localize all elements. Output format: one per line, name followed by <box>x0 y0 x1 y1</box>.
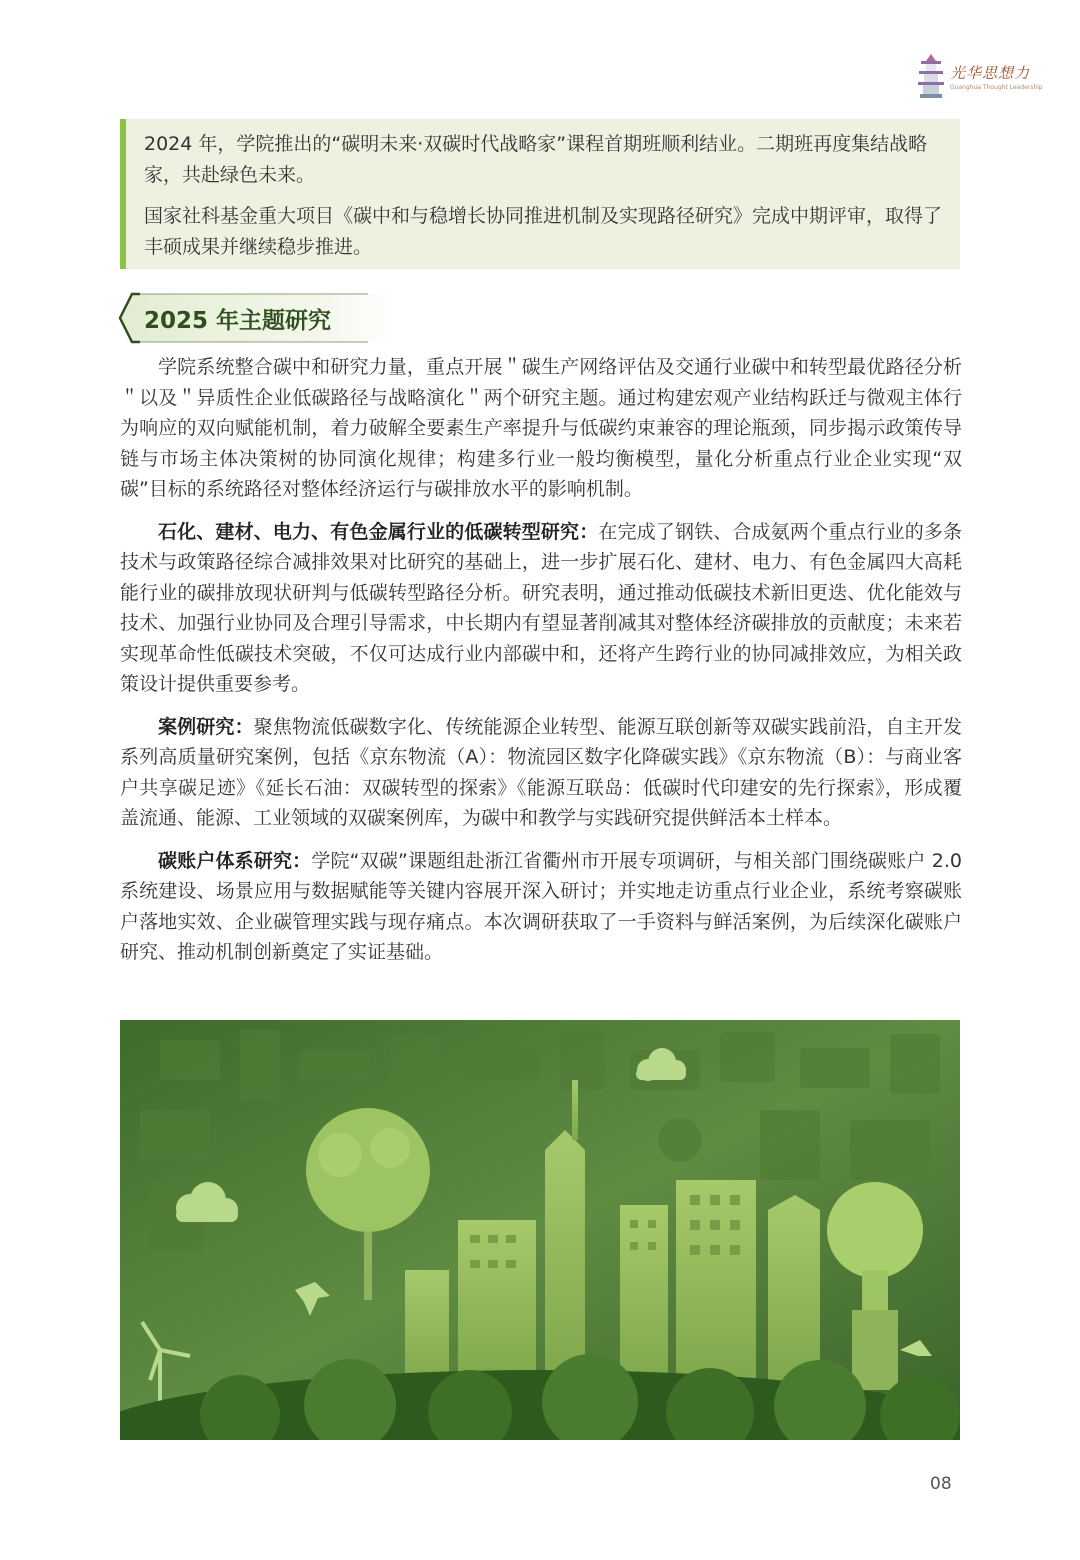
body-paragraph <box>120 517 962 700</box>
brand-logo <box>916 54 1043 102</box>
body-paragraph: 学院系统整合碳中和研究力量，重点开展＂碳生产网络评估及交通行业碳中和转型最优路径分析＂以及＂异质性企业低碳路径与战略演化＂两个研究主题。通过构建宏观产业结构跃迁与微观主体行为响应的双向赋能机制，着力破解全要素生产率提升与低碳约束兼容的理论瓶颈，同步揭示政策传导链与市场主体决策树的协同演化规律；构建多行业一般均衡模型，量化分析重点行业企业实现“双碳”目标的系统路径对整体经济运行与碳排放水平的影响机制。 <box>120 356 962 500</box>
paragraph-lead: 案例研究： <box>158 715 254 738</box>
highlight-notice <box>120 119 960 269</box>
notice-paragraph: 2024 年，学院推出的“碳明未来·双碳时代战略家”课程首期班顺利结业。二期班再度集结战略家，共赴绿色未来。 <box>144 133 928 186</box>
section-title: 2025 年主题研究 <box>144 308 332 334</box>
logo-subtext: Guanghua Thought Leadership <box>950 84 1043 91</box>
paragraph-lead: 碳账户体系研究： <box>158 849 312 872</box>
paragraph-text: 聚焦物流低碳数字化、传统能源企业转型、能源互联创新等双碳实践前沿，自主开发系列高质量研究案例，包括《京东物流（A）：物流园区数字化降碳实践》《京东物流（B）：与商业客户共享碳足迹》《延长石油：双碳转型的探索》《能源互联岛：低碳时代印建安的先行探索》，形成覆盖流通、能源、工业领域的双碳案例库，为碳中和教学与实践研究提供鲜活本土样本。 <box>120 715 962 829</box>
paragraph-text: 学院“双碳”课题组赴浙江省衢州市开展专项调研，与相关部门围绕碳账户 2.0 系统建设、场景应用与数据赋能等关键内容展开深入研讨；并实地走访重点行业企业，系统考察碳账户落地实效、企业碳管理实践与现存痛点。本次调研获取了一手资料与鲜活案例，为后续深化碳账户研究、推动机制创新奠定了实证基础。 <box>120 849 962 963</box>
section-heading <box>118 290 398 346</box>
pagoda-emblem-icon <box>916 54 946 100</box>
article-body <box>120 352 962 980</box>
body-paragraph <box>120 712 962 834</box>
notice-paragraph: 国家社科基金重大项目《碳中和与稳增长协同推进机制及实现路径研究》完成中期评审，取得了丰硕成果并继续稳步推进。 <box>144 205 943 258</box>
paragraph-lead: 石化、建材、电力、有色金属行业的低碳转型研究： <box>158 520 599 543</box>
green-city-illustration <box>120 1020 960 1440</box>
page-number: 08 <box>930 1474 952 1494</box>
logo-text: 光华思想力 <box>950 64 1031 82</box>
body-paragraph <box>120 846 962 968</box>
paragraph-text: 在完成了钢铁、合成氨两个重点行业的多条技术与政策路径综合减排效果对比研究的基础上，进一步扩展石化、建材、电力、有色金属四大高耗能行业的碳排放现状研判与低碳转型路径分析。研究表明，通过推动低碳技术新旧更迭、优化能效与技术、加强行业协同及合理引导需求，中长期内有望显著削减其对整体经济碳排放的贡献度；未来若实现革命性低碳技术突破，不仅可达成行业内部碳中和，还将产生跨行业的协同减排效应，为相关政策设计提供重要参考。 <box>120 520 962 695</box>
